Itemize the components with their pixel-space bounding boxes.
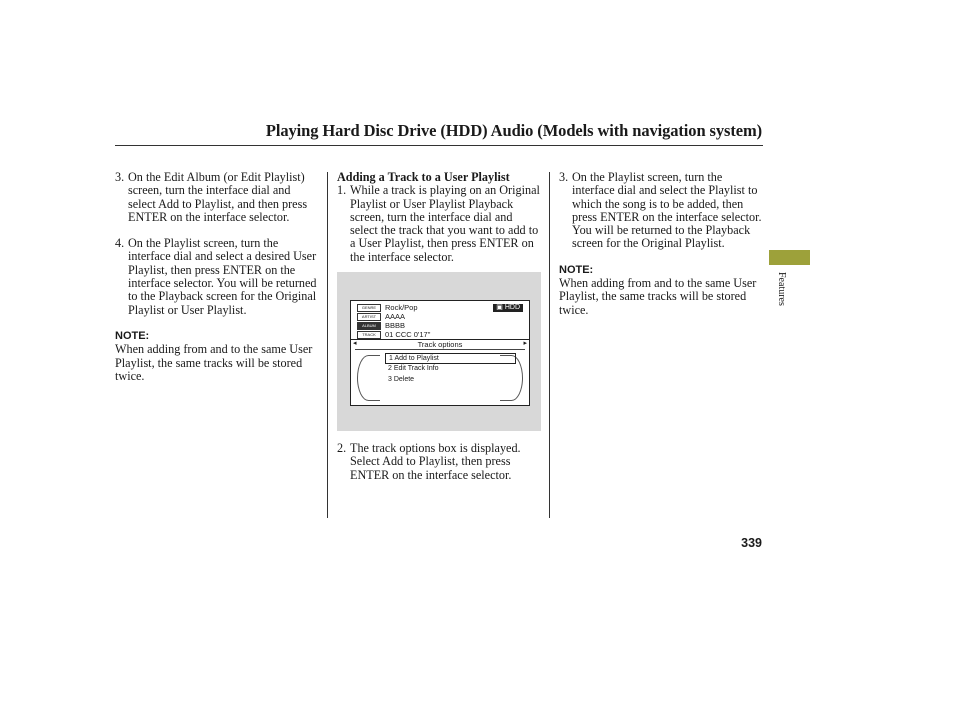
step-text: While a track is playing on an Original Playlist or User Playlist Playback screen, turn the interface dial and select the track that you want to add to a User Playlist, then press ENTER on the interface selector.: [350, 183, 540, 264]
step-item: [115, 171, 320, 224]
column-1: [115, 171, 320, 383]
option-edit-track-info: 2 Edit Track Info: [388, 365, 439, 373]
navigation-screen: [350, 300, 530, 406]
note-text: When adding from and to the same User Playlist, the same tracks will be stored twice.: [115, 342, 313, 383]
step-item: [337, 442, 542, 482]
option-add-to-playlist: 1 Add to Playlist: [385, 353, 516, 364]
step-text: On the Playlist screen, turn the interface dial and select the Playlist to which the song is to be added, then press ENTER on the interface selector. You will be returned to the Playback screen for the Original Playlist.: [572, 170, 762, 251]
album-tag: ALBUM: [357, 322, 381, 330]
genre-value: Rock/Pop: [385, 303, 418, 313]
column-divider: [327, 172, 328, 518]
step-number: 3.: [115, 170, 125, 184]
column-divider: [549, 172, 550, 518]
section-tab-label: Features: [776, 272, 787, 306]
column-3: [559, 171, 763, 317]
track-value: 01 CCC 0'17": [385, 330, 431, 340]
step-number: 3.: [559, 170, 569, 184]
arrow-left-icon: ◂: [353, 340, 357, 348]
artist-value: AAAA: [385, 312, 406, 322]
title-rule: [115, 145, 763, 146]
genre-tag: GENRE: [357, 304, 381, 312]
step-number: 4.: [115, 236, 125, 251]
artist-tag: ARTIST: [357, 313, 381, 321]
hdd-source-badge: ▣ HDD: [493, 304, 523, 312]
note-label: NOTE:: [115, 329, 150, 342]
track-tag: TRACK: [357, 331, 381, 339]
note-label: NOTE:: [559, 263, 594, 276]
step-item: [115, 237, 320, 317]
album-value: BBBB: [385, 321, 406, 331]
dial-left-arc: [357, 355, 380, 401]
note-text: When adding from and to the same User Playlist, the same tracks will be stored twice.: [559, 276, 757, 317]
option-delete: 3 Delete: [388, 376, 415, 384]
screenshot-figure: [337, 272, 541, 431]
step-number: 1.: [337, 183, 347, 198]
page-number: 339: [741, 536, 762, 550]
disk-icon: ▣: [496, 304, 505, 312]
column-2: [337, 171, 542, 495]
step-item: [559, 171, 763, 251]
step-number: 2.: [337, 441, 347, 456]
step-item: [337, 184, 542, 264]
step-text: The track options box is displayed. Select Add to Playlist, then press ENTER on the interface selector.: [350, 441, 521, 482]
page-title: Playing Hard Disc Drive (HDD) Audio (Models with navigation system): [265, 121, 762, 140]
step-text: On the Playlist screen, turn the interface dial and select a desired User Playlist, then press ENTER on the interface selector. You will be returned to the Playback screen for the Original Playlist or User Playlist.: [128, 236, 317, 317]
step-text: On the Edit Album (or Edit Playlist) screen, turn the interface dial and select Add to Playlist, and then press ENTER on the interface selector.: [128, 170, 308, 224]
section-heading: Adding a Track to a User Playlist: [337, 170, 510, 184]
track-options-title: Track options: [417, 340, 463, 350]
arrow-right-icon: ▸: [523, 340, 527, 348]
section-tab-marker: [769, 250, 810, 265]
